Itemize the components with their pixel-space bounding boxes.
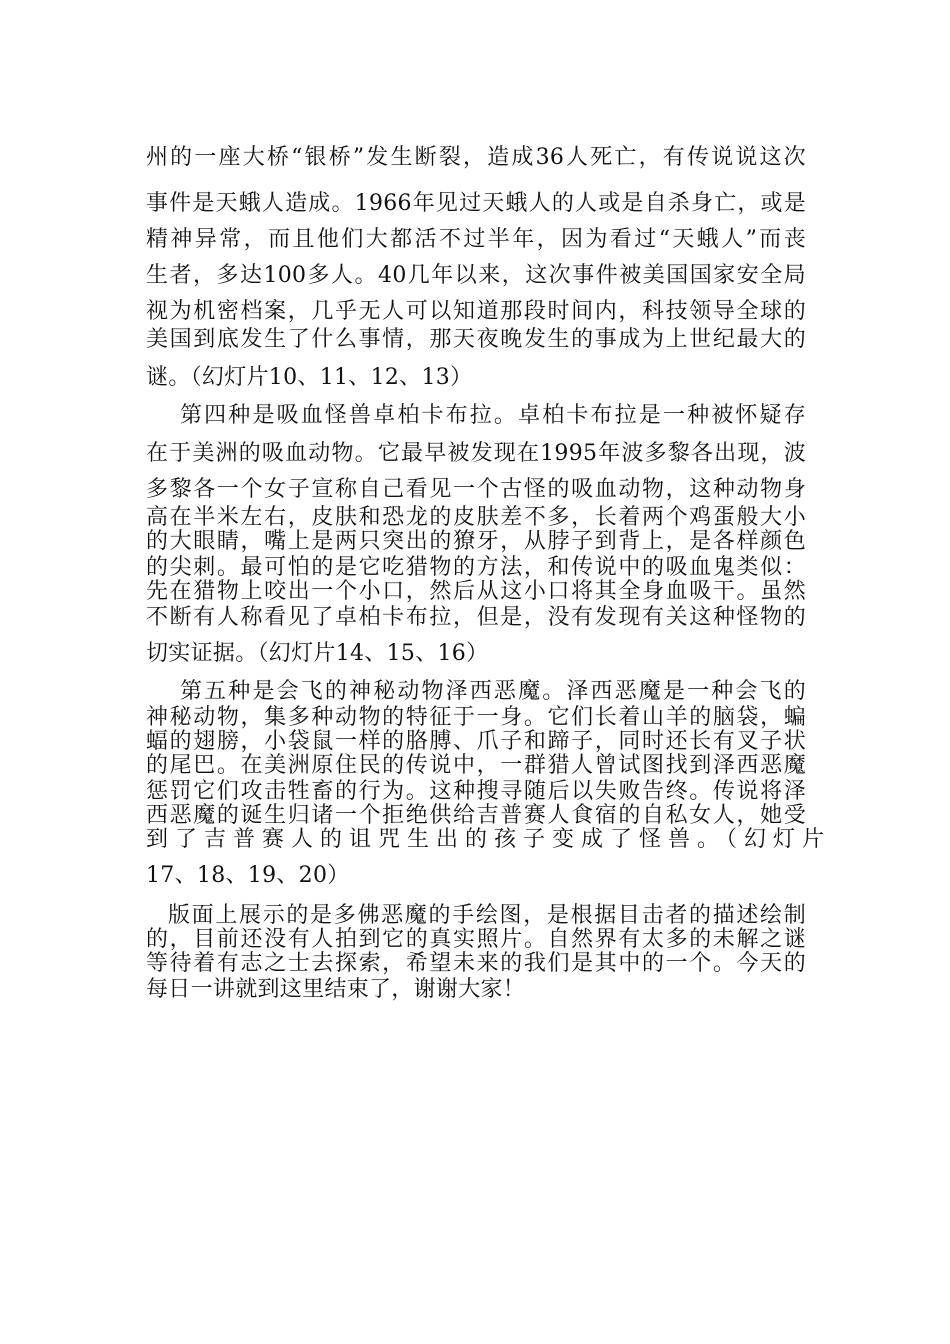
paragraph-line: 美国到底发生了什么事情，那天夜晚发生的事成为上世纪最大的 (146, 327, 806, 352)
paragraph-line: 多黎各一个女子宣称自己看见一个古怪的吸血动物，这种动物身 (146, 477, 806, 502)
paragraph-line: 州的一座大桥“银桥”发生断裂，造成36人死亡，有传说说这次 (146, 145, 806, 170)
paragraph-line: 不断有人称看见了卓柏卡布拉，但是，没有发现有关这种怪物的 (146, 605, 806, 630)
paragraph-line: 西恶魔的诞生归诸一个拒绝供给吉普赛人食宿的自私女人，她受 (146, 803, 806, 828)
paragraph-line: 第四种是吸血怪兽卓柏卡布拉。卓柏卡布拉是一种被怀疑存 (180, 403, 806, 428)
paragraph-line: 的，目前还没有人拍到它的真实照片。自然界有太多的未解之谜 (146, 927, 806, 952)
paragraph-line: 到了吉普赛人的诅咒生出的孩子变成了怪兽。（幻灯片 (146, 827, 832, 852)
paragraph-line: 的大眼睛，嘴上是两只突出的獠牙，从脖子到背上，是各样颜色 (146, 529, 806, 554)
paragraph-line: 视为机密档案，几乎无人可以知道那段时间内，科技领导全球的 (146, 299, 806, 324)
paragraph-line: 版面上展示的是多佛恶魔的手绘图，是根据目击者的描述绘制 (168, 903, 806, 928)
paragraph-line: 精神异常，而且他们大都活不过半年，因为看过“天蛾人”而丧 (146, 227, 806, 252)
paragraph-line: 等待着有志之士去探索，希望未来的我们是其中的一个。今天的 (146, 951, 806, 976)
paragraph-line: 事件是天蛾人造成。1966年见过天蛾人的人或是自杀身亡，或是 (146, 191, 806, 216)
paragraph-line: 惩罚它们攻击牲畜的行为。这种搜寻随后以失败告终。传说将泽 (146, 779, 806, 804)
paragraph-line: 第五种是会飞的神秘动物泽西恶魔。泽西恶魔是一种会飞的 (180, 679, 806, 704)
paragraph-line: 切实证据。（幻灯片14、15、16） (146, 641, 489, 666)
paragraph-line: 生者，多达100多人。40几年以来，这次事件被美国国家安全局 (146, 263, 806, 288)
paragraph-line: 蝠的翅膀，小袋鼠一样的胳膊、爪子和蹄子，同时还长有叉子状 (146, 729, 806, 754)
paragraph-line: 高在半米左右，皮肤和恐龙的皮肤差不多，长着两个鸡蛋般大小 (146, 505, 806, 530)
paragraph-line: 17、18、19、20） (146, 863, 350, 888)
paragraph-line: 的尾巴。在美洲原住民的传说中，一群猎人曾试图找到泽西恶魔 (146, 753, 806, 778)
paragraph-line: 在于美洲的吸血动物。它最早被发现在1995年波多黎各出现，波 (146, 441, 806, 466)
paragraph-line: 先在猎物上咬出一个小口，然后从这小口将其全身血吸干。虽然 (146, 579, 806, 604)
paragraph-line: 谜。（幻灯片10、11、12、13） (146, 365, 473, 390)
paragraph-line: 的尖刺。最可怕的是它吃猎物的方法，和传说中的吸血鬼类似： (146, 555, 806, 580)
paragraph-line: 神秘动物，集多种动物的特征于一身。它们长着山羊的脑袋，蝙 (146, 705, 806, 730)
paragraph-line: 每日一讲就到这里结束了，谢谢大家！ (146, 977, 526, 1002)
